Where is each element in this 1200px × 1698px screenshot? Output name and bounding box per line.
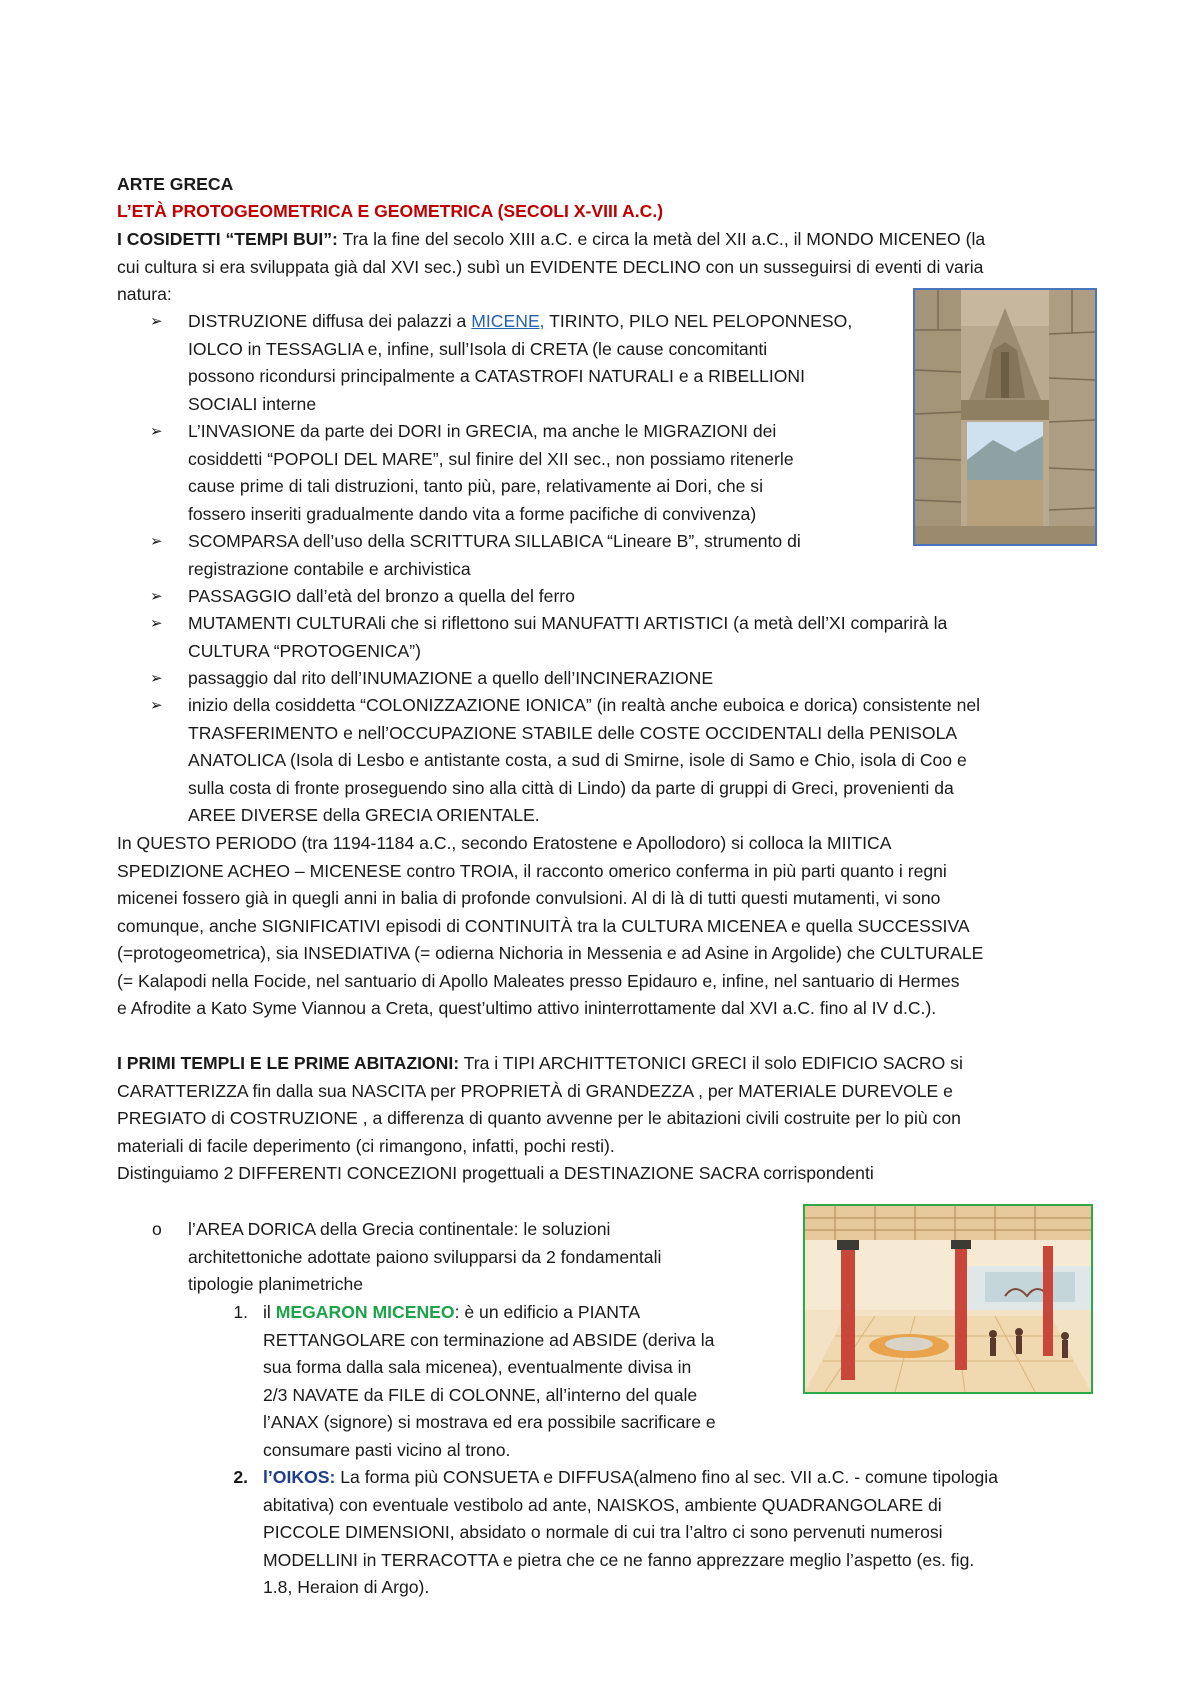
list-text: il xyxy=(263,1302,276,1322)
list-text: DISTRUZIONE diffusa dei palazzi a xyxy=(188,311,472,331)
paragraph-line: Tra i TIPI ARCHITTETONICI GRECI il solo EDIFICIO SACRO si xyxy=(459,1053,963,1073)
list-text: CULTURA “PROTOGENICA”) xyxy=(188,640,421,661)
micene-link[interactable]: MICENE, xyxy=(471,311,545,331)
list-item xyxy=(188,308,852,418)
list-text: IOLCO in TESSAGLIA e, infine, sull’Isola di CRETA (le cause concomitanti xyxy=(188,338,768,359)
paragraph-line: e Afrodite a Kato Syme Viannou a Creta, quest’ultimo attivo ininterrottamente dal XVI a.C. fino al IV d.C.). xyxy=(117,998,937,1018)
numbered-item-megaron xyxy=(263,1299,788,1464)
list-text: l’ANAX (signore) si mostrava ed era possibile sacrificare e xyxy=(263,1412,716,1432)
arrow-bullet-icon: ➢ xyxy=(150,533,163,550)
number-marker: 1. xyxy=(233,1302,248,1322)
list-item xyxy=(188,583,575,611)
list-text: architettoniche adottate paiono svilupparsi da 2 fondamentali xyxy=(188,1246,662,1267)
paragraph-troia xyxy=(117,830,1092,1023)
paragraph-line: materiali di facile deperimento (ci rimangono, infatti, pochi resti). xyxy=(117,1135,615,1156)
list-item xyxy=(188,692,1092,830)
list-item xyxy=(188,418,794,528)
list-text: TRASFERIMENTO e nell’OCCUPAZIONE STABILE delle COSTE OCCIDENTALI della PENISOLA xyxy=(188,722,958,743)
paragraph-templi xyxy=(117,1050,1092,1188)
list-text: passaggio dal rito dell’INUMAZIONE a quello dell’INCINERAZIONE xyxy=(188,668,714,688)
list-text: SOCIALI interne xyxy=(188,393,317,414)
intro-line: Tra la fine del secolo XIII a.C. e circa la metà del XII a.C., il MONDO MICENEO (la xyxy=(337,229,986,249)
paragraph-line: PREGIATO di COSTRUZIONE , a differenza di quanto avvenne per le abitazioni civili costruite per lo più con xyxy=(117,1108,961,1128)
oikos-term: l’OIKOS: xyxy=(263,1467,336,1487)
sub-list-item xyxy=(188,1216,788,1299)
intro-line: cui cultura si era sviluppata già dal XVI sec.) subì un EVIDENTE DECLINO con un susseguirsi di eventi di varia xyxy=(117,256,984,277)
list-text: sulla costa di fronte proseguendo sino alla città di Lindo) da parte di gruppi di Greci, provenienti da xyxy=(188,777,954,798)
section-label: I PRIMI TEMPLI E LE PRIME ABITAZIONI: xyxy=(117,1053,460,1073)
arrow-bullet-icon: ➢ xyxy=(150,423,163,440)
paragraph-line: CARATTERIZZA fin dalla sua NASCITA per PROPRIETÀ di GRANDEZZA , per MATERIALE DUREVOLE e xyxy=(117,1080,953,1101)
list-item xyxy=(188,665,713,693)
list-text: SCOMPARSA dell’uso della SCRITTURA SILLABICA “Lineare B”, strumento di xyxy=(188,531,801,551)
paragraph-line: micenei fossero già in quegli anni in balia di profonde convulsioni. Al di là di tutti questi mutamenti, vi sono xyxy=(117,888,941,908)
arrow-bullet-icon: ➢ xyxy=(150,588,163,605)
list-text: PASSAGGIO dall’età del bronzo a quella del ferro xyxy=(188,586,575,606)
list-item xyxy=(188,528,801,583)
arrow-bullet-icon: ➢ xyxy=(150,697,163,714)
circle-bullet-icon: o xyxy=(152,1219,162,1239)
paragraph-line: (=protogeometrica), sia INSEDIATIVA (= odierna Nichoria in Messenia e ad Asine in Argolide) che CULTURALE xyxy=(117,943,984,963)
list-text: consumare pasti vicino al trono. xyxy=(263,1439,511,1460)
list-text: PICCOLE DIMENSIONI, absidato o normale di cui tra l’altro ci sono pervenuti numerosi xyxy=(263,1522,943,1542)
doc-subtitle: L’ETÀ PROTOGEOMETRICA E GEOMETRICA (SECOLI X-VIII A.C.) xyxy=(117,201,664,221)
list-text: L’INVASIONE da parte dei DORI in GRECIA, ma anche le MIGRAZIONI dei xyxy=(188,421,777,441)
list-text: 2/3 NAVATE da FILE di COLONNE, all’interno del quale xyxy=(263,1384,698,1405)
paragraph-line: Distinguiamo 2 DIFFERENTI CONCEZIONI progettuali a DESTINAZIONE SACRA corrispondenti xyxy=(117,1163,874,1183)
paragraph-line: In QUESTO PERIODO (tra 1194-1184 a.C., secondo Eratostene e Apollodoro) si colloca la MIITICA xyxy=(117,833,892,853)
list-text: ANATOLICA (Isola di Lesbo e antistante costa, a sud di Smirne, isole di Samo e Chio, isola di Coo e xyxy=(188,750,967,770)
list-text: La forma più CONSUETA e DIFFUSA(almeno fino al sec. VII a.C. - comune tipologia xyxy=(335,1467,998,1487)
list-text: tipologie planimetriche xyxy=(188,1274,364,1294)
numbered-item-oikos xyxy=(263,1464,1093,1602)
list-text: 1.8, Heraion di Argo). xyxy=(263,1577,430,1597)
list-text: MODELLINI in TERRACOTTA e pietra che ce ne fanno apprezzare meglio l’aspetto (es. fig. xyxy=(263,1549,975,1570)
list-text: RETTANGOLARE con terminazione ad ABSIDE (deriva la xyxy=(263,1329,715,1350)
list-text: fossero inseriti gradualmente dando vita a forme pacifiche di convivenza) xyxy=(188,503,757,524)
list-text: registrazione contabile e archivistica xyxy=(188,558,471,579)
list-text: sua forma dalla sala micenea), eventualmente divisa in xyxy=(263,1357,692,1377)
intro-line: natura: xyxy=(117,284,172,304)
arrow-bullet-icon: ➢ xyxy=(150,615,163,632)
paragraph-line: (= Kalapodi nella Focide, nel santuario di Apollo Maleates presso Epidauro e, infine, nel santuario di Hermes xyxy=(117,970,960,991)
list-text: inizio della cosiddetta “COLONIZZAZIONE IONICA” (in realtà anche euboica e dorica) consistente nel xyxy=(188,695,981,715)
paragraph-line: comunque, anche SIGNIFICATIVI episodi di CONTINUITÀ tra la CULTURA MICENEA e quella SUCCESSIVA xyxy=(117,915,970,936)
arrow-bullet-icon: ➢ xyxy=(150,670,163,687)
list-text: AREE DIVERSE della GRECIA ORIENTALE. xyxy=(188,805,540,825)
list-text: l’AREA DORICA della Grecia continentale: le soluzioni xyxy=(188,1219,611,1239)
doc-title: ARTE GRECA xyxy=(117,174,234,194)
arrow-bullet-icon: ➢ xyxy=(150,313,163,330)
bullet-list xyxy=(0,308,1200,828)
megaron-illustration xyxy=(803,1204,1093,1394)
list-text: cause prime di tali distruzioni, tanto più, pare, relativamente ai Dori, che si xyxy=(188,476,764,496)
list-text: abitativa) con eventuale vestibolo ad ante, NAISKOS, ambiente QUADRANGOLARE di xyxy=(263,1494,942,1515)
paragraph-line: SPEDIZIONE ACHEO – MICENESE contro TROIA, il racconto omerico conferma in più parti quanto i regni xyxy=(117,860,947,881)
list-text: cosiddetti “POPOLI DEL MARE”, sul finire del XII sec., non possiamo ritenerle xyxy=(188,448,794,469)
megaron-term: MEGARON MICENEO xyxy=(275,1302,455,1322)
list-item xyxy=(188,610,947,665)
number-marker: 2. xyxy=(233,1467,248,1487)
list-text: TIRINTO, PILO NEL PELOPONNESO, xyxy=(544,311,853,331)
list-text: possono ricondursi principalmente a CATASTROFI NATURALI e a RIBELLIONI xyxy=(188,366,805,386)
megaron-image xyxy=(805,1206,1091,1392)
list-text: : è un edificio a PIANTA xyxy=(454,1302,641,1322)
list-text: MUTAMENTI CULTURAli che si riflettono sui MANUFATTI ARTISTICI (a metà dell’XI comparirà la xyxy=(188,613,948,633)
intro-label: I COSIDETTI “TEMPI BUI”: xyxy=(117,229,338,249)
